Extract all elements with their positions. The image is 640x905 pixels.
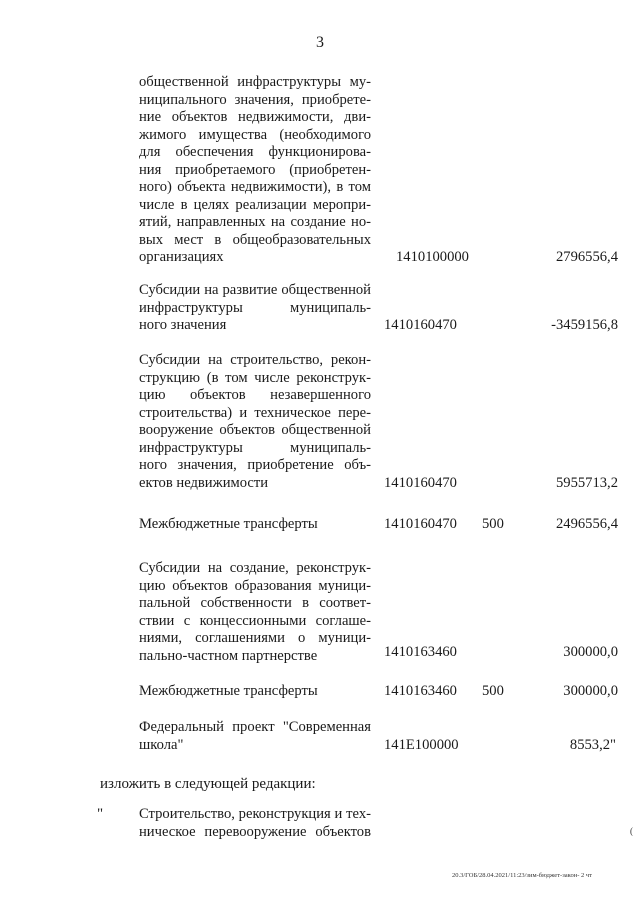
target-code: 1410163460 [384, 644, 457, 660]
row-description [139, 560, 371, 665]
row-description [139, 282, 371, 335]
desc-line: для обеспечения функционирова- [139, 144, 371, 160]
document-footer: 20.3/ГОБ/28.04.2021/11:23/зим-бюджет-закон- 2 чт [452, 872, 592, 879]
target-code: 1410160470 [384, 516, 457, 532]
desc-line: пальной собственности в соответ- [139, 595, 371, 611]
target-code: 1410100000 [396, 249, 469, 265]
desc-line: Федеральный проект "Современная [139, 719, 371, 735]
desc-line: ного значения, приобретение объ- [139, 457, 371, 473]
expense-type: 500 [482, 516, 504, 532]
desc-line: ниями, соглашениями о муници- [139, 630, 371, 646]
new-text-line: ническое перевооружение объектов [139, 823, 371, 840]
row-description [139, 352, 371, 492]
amount: 2496556,4 [555, 516, 618, 532]
desc-line: Субсидии на строительство, рекон- [139, 352, 371, 368]
desc-line: ектов недвижимости [139, 474, 269, 491]
amount: 2796556,4 [555, 249, 618, 265]
desc-line: струкцию (в том числе реконструк- [139, 369, 371, 386]
desc-line: Межбюджетные трансферты [139, 516, 318, 532]
target-code: 141E100000 [384, 737, 459, 753]
desc-line: жимого имущества (необходимого [139, 126, 371, 143]
target-code: 1410163460 [384, 683, 457, 699]
desc-line: цию объектов образования муници- [139, 577, 371, 594]
new-text-block [139, 806, 371, 841]
desc-line: цию объектов незавершенного [139, 387, 371, 403]
desc-line: ного) объекта недвижимости), в том [139, 179, 371, 195]
desc-line: инфраструктуры муниципаль- [139, 299, 371, 316]
amount: -3459156,8 [551, 317, 618, 333]
desc-line: ниципального значения, приобрете- [139, 91, 371, 108]
desc-line: инфраструктуры муниципаль- [139, 439, 371, 456]
desc-line: ятий, направленных на создание но- [139, 214, 371, 230]
new-text-line: Строительство, реконструкция и тех- [139, 806, 371, 822]
quote-mark: " [97, 806, 104, 822]
row-description [139, 516, 371, 534]
desc-line: строительства) и техническое пере- [139, 404, 371, 421]
amount: 300000,0 [563, 683, 618, 699]
edge-mark: ( [630, 826, 633, 836]
desc-line: вых мест в общеобразовательных [139, 231, 371, 248]
desc-line: организациях [139, 249, 224, 265]
row-description [139, 74, 371, 267]
row-description [139, 719, 371, 754]
amount: 300000,0 [563, 644, 618, 660]
amount: 8553,2" [569, 737, 616, 753]
desc-line: ствии с концессионными соглаше- [139, 612, 371, 629]
expense-type: 500 [482, 683, 504, 699]
target-code: 1410160470 [384, 475, 457, 491]
row-description [139, 683, 371, 701]
desc-line: ного значения [139, 317, 227, 333]
desc-line: вооружение объектов общественной [139, 422, 371, 438]
desc-line: Межбюджетные трансферты [139, 683, 318, 699]
target-code: 1410160470 [384, 317, 457, 333]
desc-line: ния приобретаемого (приобретен- [139, 161, 371, 178]
amount: 5955713,2 [555, 475, 618, 491]
desc-line: школа" [139, 736, 184, 753]
instruction-text: изложить в следующей редакции: [100, 776, 316, 792]
desc-line: общественной инфраструктуры му- [139, 74, 371, 90]
desc-line: пально-частном партнерстве [139, 647, 318, 664]
page-number: 3 [316, 34, 324, 51]
desc-line: ние объектов недвижимости, дви- [139, 109, 371, 125]
desc-line: Субсидии на создание, реконструк- [139, 560, 371, 576]
desc-line: числе в целях реализации меропри- [139, 196, 371, 213]
desc-line: Субсидии на развитие общественной [139, 282, 371, 298]
